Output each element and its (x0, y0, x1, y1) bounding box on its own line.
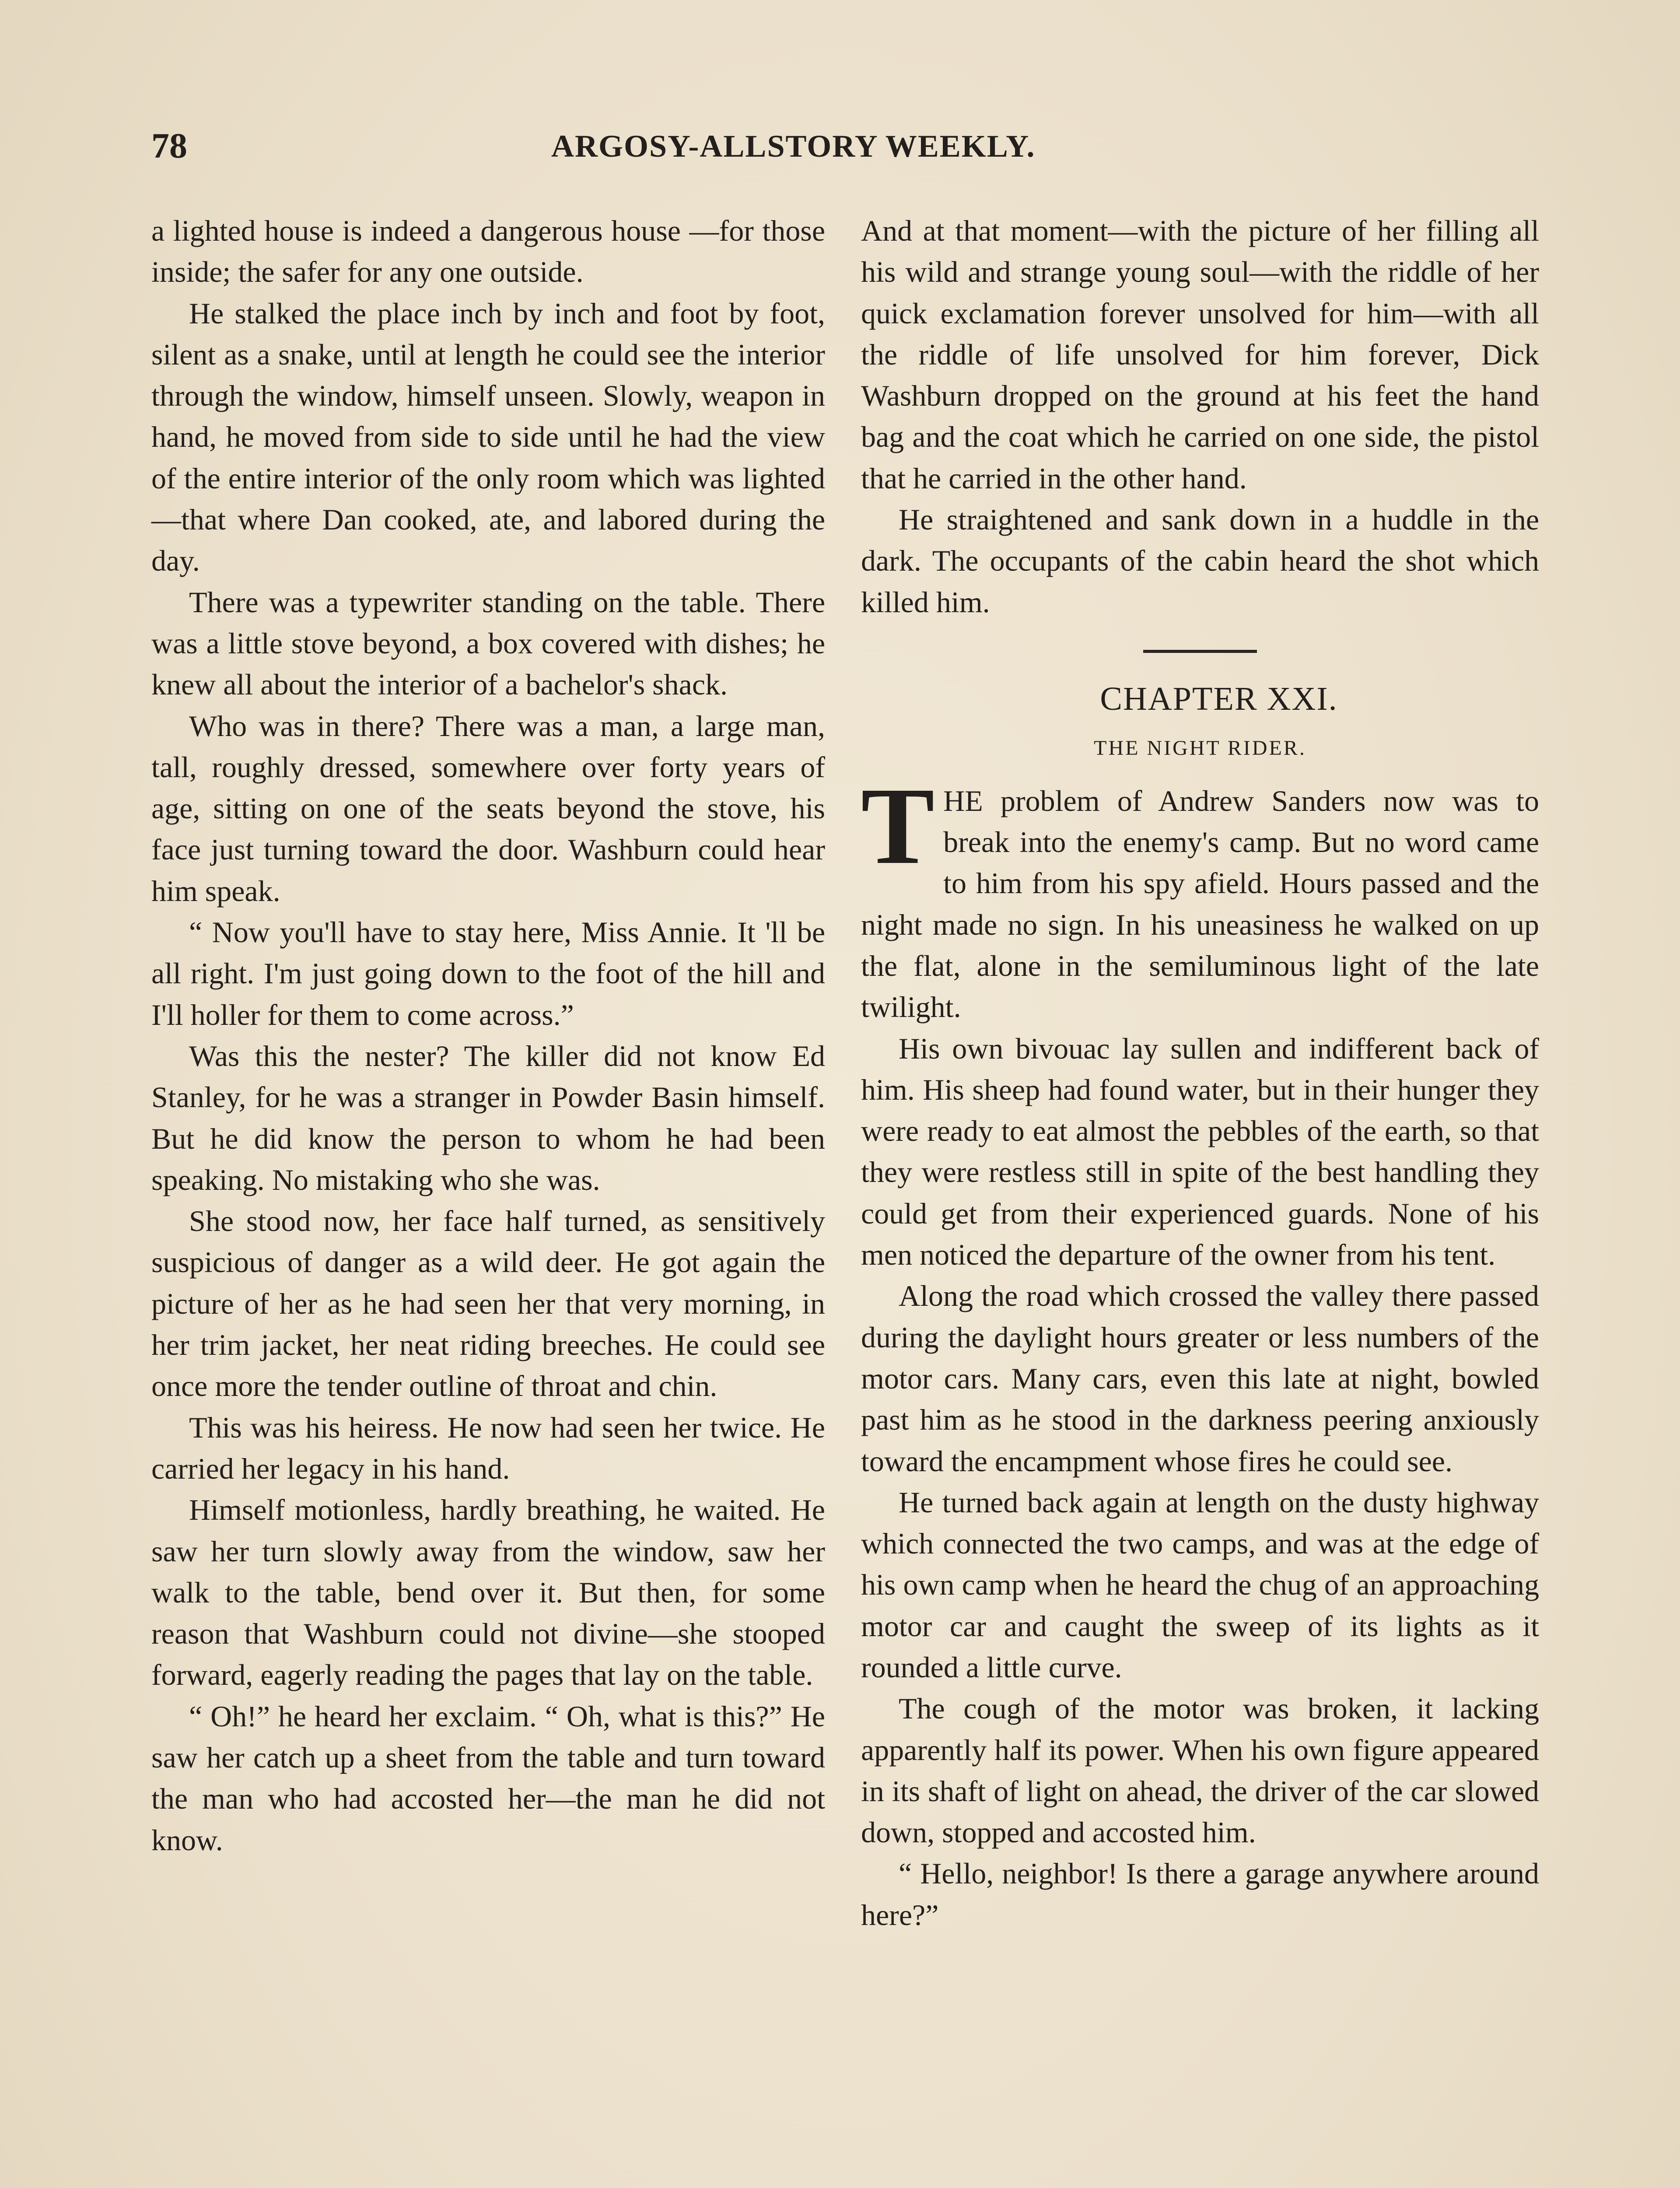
first-paragraph-text: HE problem of Andrew Sanders now was to break into the enemy's camp. But no word came to him from his spy afield. Hours passed and the night made no sign. In his uneasiness he walked on up the flat, alone in the semiluminous light of the late twilight. (861, 784, 1539, 1024)
right-column (861, 210, 1539, 1936)
paragraph: He turned back again at length on the dusty highway which connected the two camps, and was at the edge of his own camp when he heard the chug of an approaching motor car and caught the sweep of its lights as it rounded a little curve. (861, 1485, 1539, 1684)
paragraph: He straightened and sank down in a huddle in the dark. The occupants of the cabin heard the shot which killed him. (861, 503, 1539, 619)
chapter-first-paragraph (861, 764, 1539, 1028)
paragraph: Along the road which crossed the valley there passed during the daylight hours greater or less numbers of the motor cars. Many cars, even this late at night, bowled past him as he stood in the darkness peering anxiously toward the encampment whose fires he could see. (861, 1279, 1539, 1478)
paragraph: The cough of the motor was broken, it lacking apparently half its power. When his own figure appeared in its shaft of light on ahead, the driver of the car slowed down, stopped and accosted him. (861, 1692, 1539, 1849)
paragraph: He stalked the place inch by inch and foot by foot, silent as a snake, until at length he could see the interior through the window, himself unseen. Slowly, weapon in hand, he moved from side to side until he had the view of the entire interior of the only room which was lighted—that where Dan cooked, ate, and labored during the day. (151, 296, 825, 578)
paragraph: There was a typewriter standing on the table. There was a little stove beyond, a box covered with dishes; he knew all about the interior of a bachelor's shack. (151, 585, 825, 701)
paragraph: a lighted house is indeed a dangerous house —for those inside; the safer for any one outside. (151, 214, 825, 289)
paragraph: His own bivouac lay sullen and indifferent back of him. His sheep had found water, but in their hunger they were ready to eat almost the pebbles of the earth, so that they were restless still in spite of the best handling they could get from their experienced guards. None of his men noticed the departure of the owner from his tent. (861, 1031, 1539, 1272)
chapter-heading: CHAPTER XXI. (1100, 680, 1338, 717)
paragraph: She stood now, her face half turned, as sensitively suspicious of danger as a wild deer. He got again the picture of her as he had seen her that very morning, in her trim jacket, her neat riding breeches. He could see once more the tender outline of throat and chin. (151, 1204, 825, 1403)
paragraph: Who was in there? There was a man, a large man, tall, roughly dressed, somewhere over forty years of age, sitting on one of the seats beyond the stove, his face just turning toward the door. Washburn could hear him speak. (151, 709, 825, 908)
drop-cap: T (861, 764, 935, 887)
paragraph: This was his heiress. He now had seen her twice. He carried her legacy in his hand. (151, 1410, 825, 1485)
section-divider (1143, 650, 1257, 653)
running-head: ARGOSY-ALLSTORY WEEKLY. (551, 129, 1036, 164)
paragraph: “ Hello, neighbor! Is there a garage anywhere around here?” (861, 1857, 1539, 1932)
paragraph: “ Oh!” he heard her exclaim. “ Oh, what is this?” He saw her catch up a sheet from the table and turn toward the man who had accosted her—the man he did not know. (151, 1699, 825, 1857)
page-number: 78 (151, 126, 187, 165)
left-column (151, 210, 825, 1861)
chapter-subtitle: THE NIGHT RIDER. (1094, 736, 1306, 760)
paragraph: Was this the nester? The killer did not know Ed Stanley, for he was a stranger in Powder Basin himself. But he did know the person to whom he had been speaking. No mistaking who she was. (151, 1039, 825, 1196)
paragraph: “ Now you'll have to stay here, Miss Annie. It 'll be all right. I'm just going down to the foot of the hill and I'll holler for them to come across.” (151, 915, 825, 1031)
paragraph: And at that moment—with the picture of her filling all his wild and strange young soul—with the riddle of her quick exclamation forever unsolved for him—with all the riddle of life unsolved for him forever, Dick Washburn dropped on the ground at his feet the hand bag and the coat which he carried on one side, the pistol that he carried in the other hand. (861, 214, 1539, 495)
paragraph: Himself motionless, hardly breathing, he waited. He saw her turn slowly away from the window, saw her walk to the table, bend over it. But then, for some reason that Washburn could not divine—she stooped forward, eagerly reading the pages that lay on the table. (151, 1493, 825, 1692)
